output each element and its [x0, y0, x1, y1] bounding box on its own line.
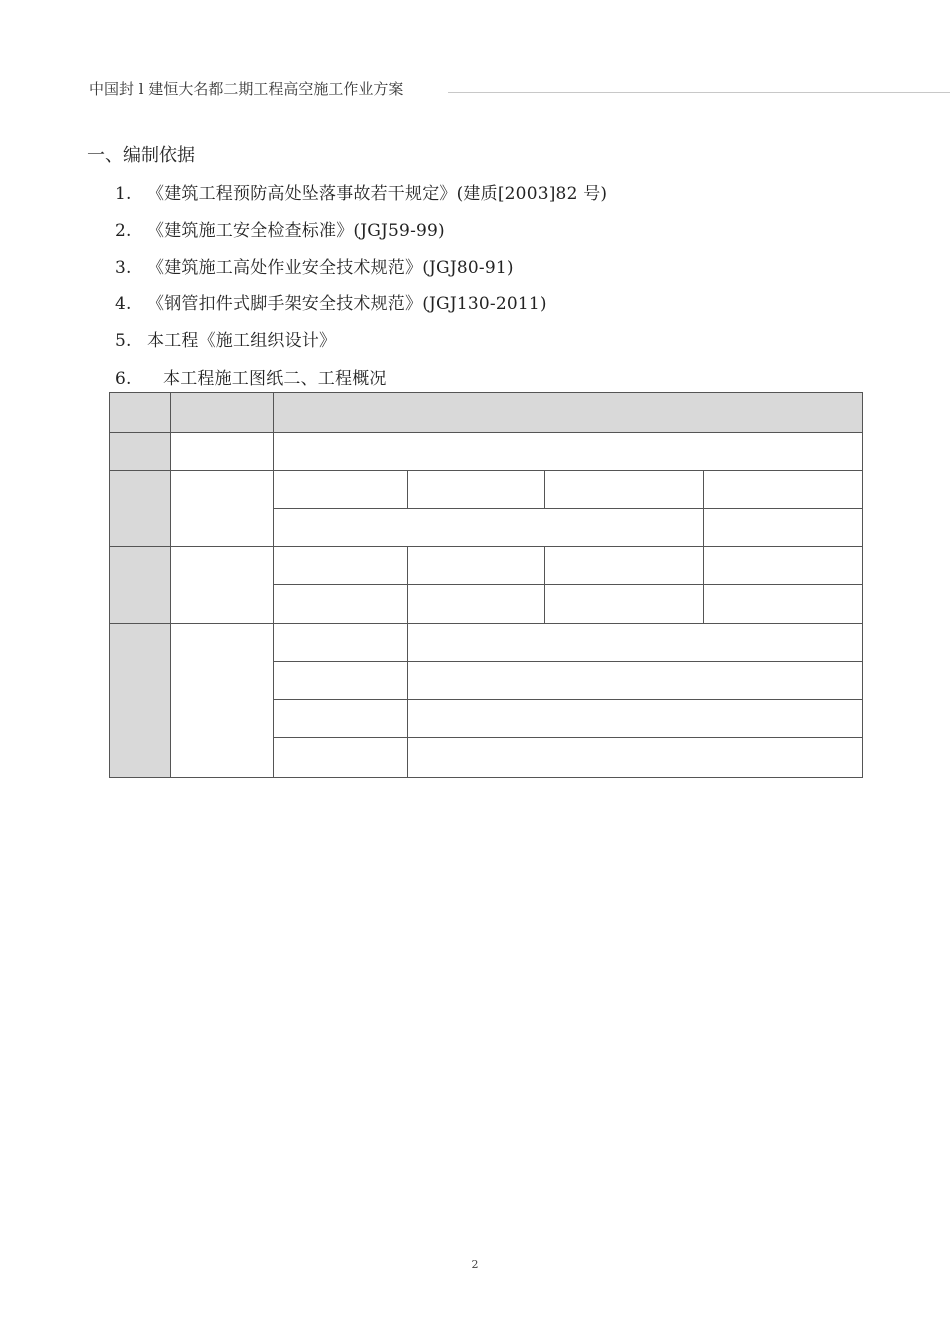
table-cell	[704, 471, 863, 509]
list-item	[115, 289, 547, 314]
table-cell	[171, 471, 274, 547]
table-cell	[274, 393, 863, 433]
list-item-text: 《建筑施工安全检查标准》(JGJ59-99)	[147, 221, 445, 241]
table-cell	[274, 509, 704, 547]
table-cell	[408, 700, 863, 738]
table-cell	[274, 624, 408, 662]
table-row	[110, 393, 863, 433]
table-cell	[110, 471, 171, 547]
table-cell	[704, 509, 863, 547]
list-item-text: 《建筑工程预防高处坠落事故若干规定》(建质[2003]82 号)	[147, 184, 608, 204]
table-row	[110, 547, 863, 585]
list-item-number: 2.	[115, 221, 132, 241]
list-item-number: 5.	[115, 331, 132, 351]
page-header-title: 中国封 l 建恒大名都二期工程高空施工作业方案	[89, 80, 404, 98]
table-cell	[545, 585, 704, 624]
table-row	[110, 433, 863, 471]
list-item-text: 《建筑施工高处作业安全技术规范》(JGJ80-91)	[147, 258, 514, 278]
list-item-text: 《钢管扣件式脚手架安全技术规范》(JGJ130-2011)	[147, 294, 547, 314]
list-item-number: 6.	[115, 369, 132, 389]
list-item-number: 4.	[115, 294, 132, 314]
table-cell	[704, 547, 863, 585]
table-cell	[110, 393, 171, 433]
table-cell	[274, 547, 408, 585]
table-cell	[171, 547, 274, 624]
list-item	[115, 326, 336, 351]
table-cell	[274, 738, 408, 778]
table-cell	[274, 585, 408, 624]
table-cell	[274, 700, 408, 738]
list-item	[115, 364, 387, 389]
table-cell	[545, 471, 704, 509]
table-cell	[408, 738, 863, 778]
table-cell	[408, 624, 863, 662]
table-cell	[274, 662, 408, 700]
list-item-number: 1.	[115, 184, 132, 204]
table-cell	[704, 585, 863, 624]
list-item	[115, 253, 514, 278]
table-row	[110, 624, 863, 662]
header-rule	[448, 92, 950, 93]
table-cell	[110, 433, 171, 471]
table-cell	[171, 393, 274, 433]
table-cell	[408, 471, 545, 509]
list-item-number: 3.	[115, 258, 132, 278]
table-cell	[408, 662, 863, 700]
table-cell	[545, 547, 704, 585]
table-row	[110, 471, 863, 509]
table-cell	[110, 624, 171, 778]
table-cell	[171, 433, 274, 471]
list-item-text: 本工程施工图纸二、工程概况	[163, 369, 387, 389]
table-cell	[274, 471, 408, 509]
section-heading: 一、编制依据	[87, 145, 195, 166]
table-cell	[171, 624, 274, 778]
table-cell	[110, 547, 171, 624]
page-number: 2	[471, 1258, 479, 1271]
project-overview-table	[109, 392, 863, 778]
table-cell	[408, 547, 545, 585]
table-cell	[274, 433, 863, 471]
list-item-text: 本工程《施工组织设计》	[147, 331, 337, 351]
table-cell	[408, 585, 545, 624]
list-item	[115, 179, 607, 204]
list-item	[115, 216, 445, 241]
